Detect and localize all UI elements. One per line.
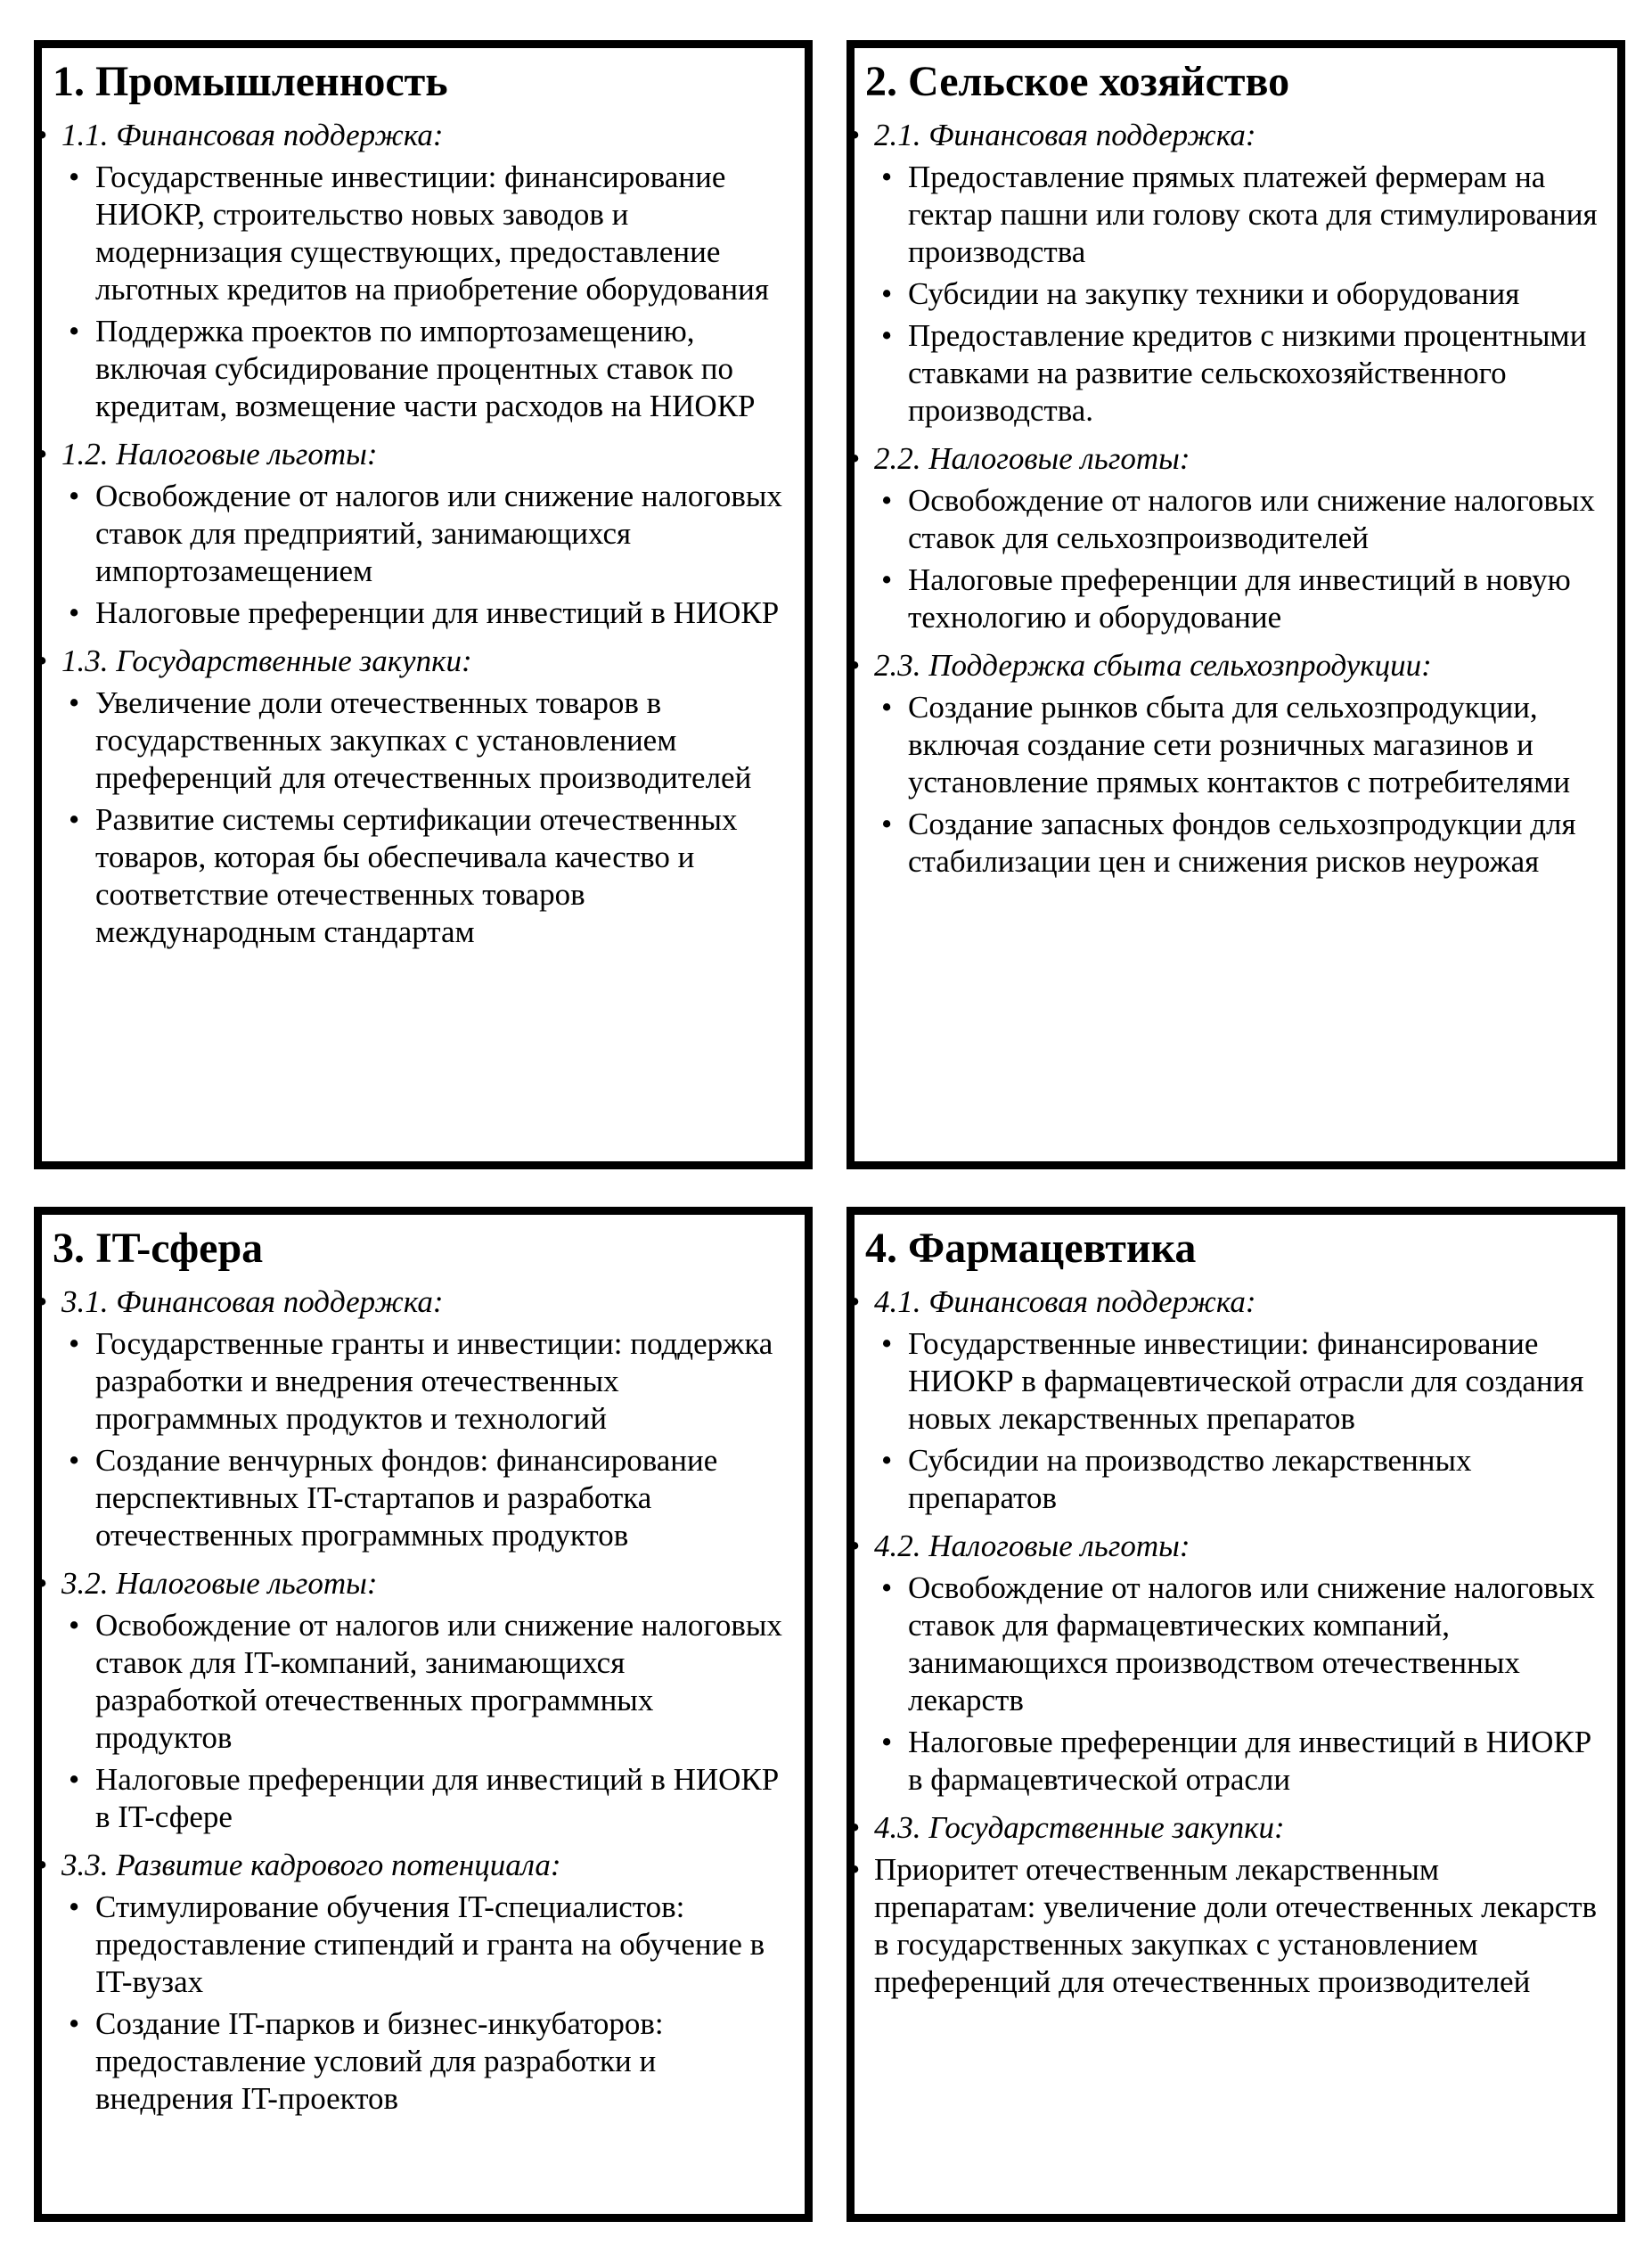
list-item: • Освобождение от налогов или снижение налоговых ставок для фармацевтических компаний, занимающихся производством отечественных лекарств — [862, 1570, 1605, 1719]
list-item: • Создание запасных фондов сельхозпродукции для стабилизации цен и снижения рисков неурожая — [862, 806, 1605, 881]
section-heading: • 1.1. Финансовая поддержка: — [49, 117, 792, 154]
section-heading: • 3.3. Развитие кадрового потенциала: — [49, 1847, 792, 1884]
list-item: • Субсидии на закупку техники и оборудования — [862, 275, 1605, 313]
sector-box-4 — [846, 1207, 1625, 2222]
list-item: • Налоговые преференции для инвестиций в НИОКР в фармацевтической отрасли — [862, 1724, 1605, 1799]
section-heading: • 2.2. Налоговые льготы: — [862, 440, 1605, 478]
list-item: • Налоговые преференции для инвестиций в НИОКР — [49, 594, 792, 632]
list-item: • Субсидии на производство лекарственных препаратов — [862, 1442, 1605, 1517]
list-item: • Государственные гранты и инвестиции: поддержка разработки и внедрения отечественных программных продуктов и технологий — [49, 1325, 792, 1438]
box-title: 4. Фармацевтика — [865, 1225, 1197, 1272]
list-item: • Увеличение доли отечественных товаров в государственных закупках с установлением преференций для отечественных производителей — [49, 684, 792, 797]
list-item: • Создание венчурных фондов: финансирование перспективных IT-стартапов и разработка отечественных программных продуктов — [49, 1442, 792, 1554]
box-title: 2. Сельское хозяйство — [865, 58, 1290, 105]
list-item: • Развитие системы сертификации отечественных товаров, которая бы обеспечивала качество и соответствие отечественных товаров международным стандартам — [49, 801, 792, 951]
section-heading: • 4.1. Финансовая поддержка: — [862, 1283, 1605, 1321]
list-item: • Налоговые преференции для инвестиций в новую технологию и оборудование — [862, 561, 1605, 636]
section-heading: • 2.1. Финансовая поддержка: — [862, 117, 1605, 154]
section-heading: • 1.3. Государственные закупки: — [49, 643, 792, 680]
list-item: • Государственные инвестиции: финансирование НИОКР, строительство новых заводов и модернизация существующих, предоставление льготных кредитов на приобретение оборудования — [49, 159, 792, 308]
slide-canvas — [34, 40, 1625, 2222]
list-item: • Поддержка проектов по импортозамещению, включая субсидирование процентных ставок по кредитам, возмещение части расходов на НИОКР — [49, 313, 792, 425]
list-item: • Приоритет отечественным лекарственным препаратам: увеличение доли отечественных лекарств в государственных закупках с установлением преференций для отечественных производителей — [862, 1851, 1605, 2001]
list-item: • Налоговые преференции для инвестиций в НИОКР в IT-сфере — [49, 1761, 792, 1836]
sector-box-3 — [34, 1207, 813, 2222]
box-title: 1. Промышленность — [53, 58, 448, 105]
box-title: 3. IT-сфера — [53, 1225, 264, 1272]
list-item: • Освобождение от налогов или снижение налоговых ставок для сельхозпроизводителей — [862, 482, 1605, 557]
list-item: • Предоставление прямых платежей фермерам на гектар пашни или голову скота для стимулирования производства — [862, 159, 1605, 271]
list-item: • Освобождение от налогов или снижение налоговых ставок для предприятий, занимающихся импортозамещением — [49, 478, 792, 590]
section-heading: • 4.3. Государственные закупки: — [862, 1809, 1605, 1847]
section-heading: • 2.3. Поддержка сбыта сельхозпродукции: — [862, 647, 1605, 684]
list-item: • Создание IT-парков и бизнес-инкубаторов: предоставление условий для разработки и внедрения IT-проектов — [49, 2005, 792, 2118]
sector-box-1 — [34, 40, 813, 1169]
section-heading: • 1.2. Налоговые льготы: — [49, 436, 792, 473]
list-item: • Создание рынков сбыта для сельхозпродукции, включая создание сети розничных магазинов и установление прямых контактов с потребителями — [862, 689, 1605, 801]
section-heading: • 3.2. Налоговые льготы: — [49, 1565, 792, 1602]
list-item: • Предоставление кредитов с низкими процентными ставками на развитие сельскохозяйственного производства. — [862, 317, 1605, 430]
section-heading: • 4.2. Налоговые льготы: — [862, 1528, 1605, 1565]
list-item: • Государственные инвестиции: финансирование НИОКР в фармацевтической отрасли для создания новых лекарственных препаратов — [862, 1325, 1605, 1438]
section-heading: • 3.1. Финансовая поддержка: — [49, 1283, 792, 1321]
list-item: • Освобождение от налогов или снижение налоговых ставок для IT-компаний, занимающихся разработкой отечественных программных продуктов — [49, 1607, 792, 1757]
list-item: • Стимулирование обучения IT-специалистов: предоставление стипендий и гранта на обучение в IT-вузах — [49, 1889, 792, 2001]
sector-box-2 — [846, 40, 1625, 1169]
